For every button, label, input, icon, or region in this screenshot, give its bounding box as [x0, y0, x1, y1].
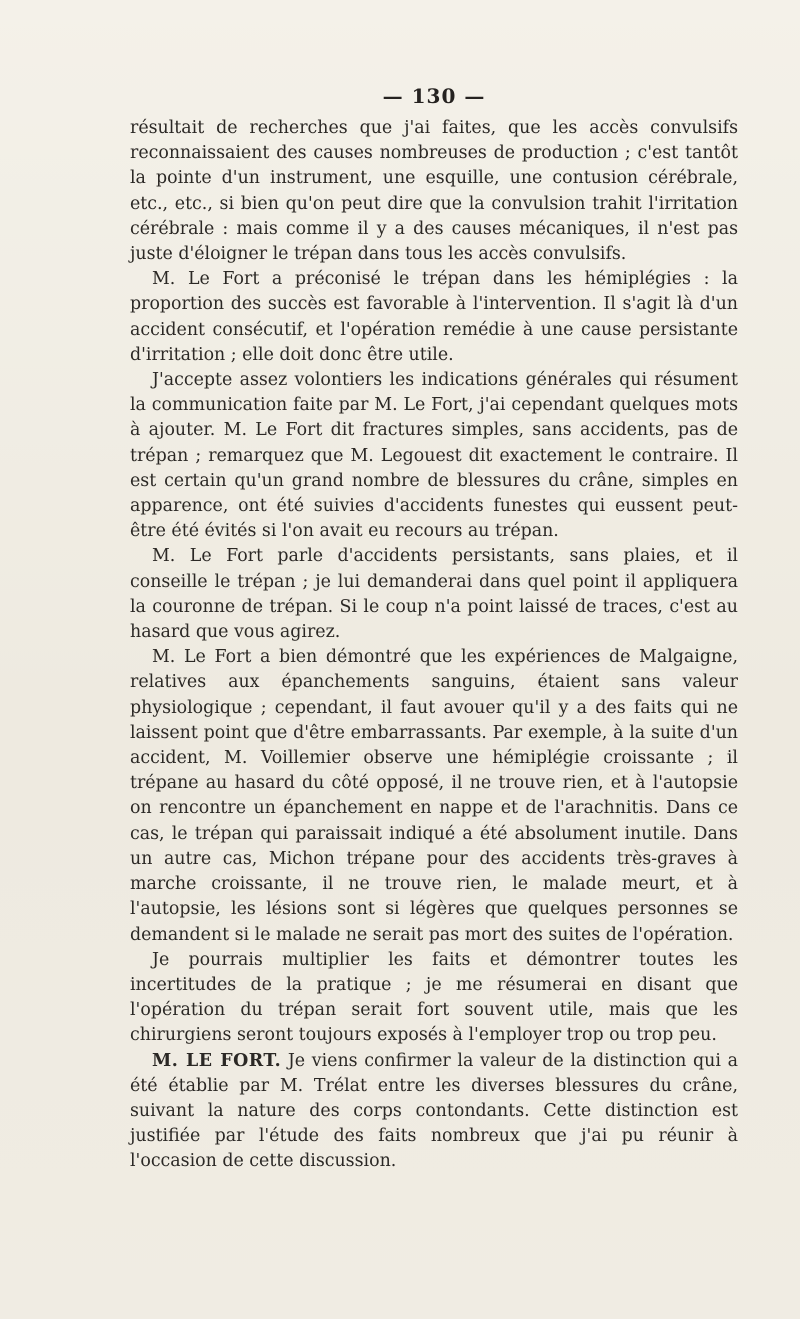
speaker-name: M. LE FORT. [152, 1050, 282, 1071]
page-number: — 130 — [382, 84, 486, 108]
paragraph [130, 948, 738, 1049]
paragraph-text: Je pourrais multiplier les faits et démontrer toutes les incertitudes de la pratique ; je me résumerai en disant que l'opération du trépan serait fort souvent utile, mais que les chirurgiens seront toujours exposés à l'employer trop ou trop peu. [130, 949, 738, 1046]
paragraph [130, 116, 738, 267]
paragraph-text: M. Le Fort a bien démontré que les expériences de Malgaigne, relatives aux épanchements sanguins, étaient sans valeur physiologique ; cependant, il faut avouer qu'il y a des faits qui ne laissent point que d'être embarrassants. Par exemple, à la suite d'un accident, M. Voillemier observe une hémiplégie croissante ; il trépane au hasard du côté opposé, il ne trouve rien, et à l'autopsie on rencontre un épanchement en nappe et de l'arachnitis. Dans ce cas, le trépan qui paraissait indiqué a été absolument inutile. Dans un autre cas, Michon trépane pour des accidents très-graves à marche croissante, il ne trouve rien, le malade meurt, et à l'autopsie, les lésions sont si légères que quelques personnes se demandent si le malade ne serait pas mort des suites de l'opération. [130, 647, 738, 945]
paragraph [130, 368, 738, 544]
paragraph [130, 267, 738, 368]
paragraph [130, 645, 738, 947]
paragraph-text: résultait de recherches que j'ai faites, que les accès convulsifs reconnaissaient des causes nombreuses de production ; c'est tantôt la pointe d'un instrument, une esquille, une contusion cérébrale, etc., etc., si bien qu'on peut dire que la convulsion trahit l'irritation cérébrale : mais comme il y a des causes mécaniques, il n'est pas juste d'éloigner le trépan dans tous les accès convulsifs. [130, 118, 738, 265]
paragraph [130, 1049, 738, 1175]
paragraph-text: M. Le Fort parle d'accidents persistants, sans plaies, et il conseille le trépan ; je lui demanderai dans quel point il appliquera la couronne de trépan. Si le coup n'a point laissé de traces, c'est au hasard que vous agirez. [130, 546, 738, 643]
paragraph-text: J'accepte assez volontiers les indications générales qui résument la communication faite par M. Le Fort, j'ai cependant quelques mots à ajouter. M. Le Fort dit fractures simples, sans accidents, pas de trépan ; remarquez que M. Legouest dit exactement le contraire. Il est certain qu'un grand nombre de blessures du crâne, simples en apparence, ont été suivies d'accidents funestes qui eussent peut-être été évités si l'on avait eu recours au trépan. [130, 370, 738, 542]
paragraph-text: M. Le Fort a préconisé le trépan dans les hémiplégies : la proportion des succès est favorable à l'intervention. Il s'agit là d'un accident consécutif, et l'opération remédie à une cause persistante d'irritation ; elle doit donc être utile. [130, 269, 738, 365]
paragraph-text: Je viens confirmer la valeur de la distinction qui a été établie par M. Trélat entre les diverses blessures du crâne, suivant la nature des corps contondants. Cette distinction est justifiée par l'étude des faits nombreux que j'ai pu réunir à l'occasion de cette discussion. [130, 1050, 738, 1172]
paragraph [130, 544, 738, 645]
body-text [130, 116, 738, 1175]
